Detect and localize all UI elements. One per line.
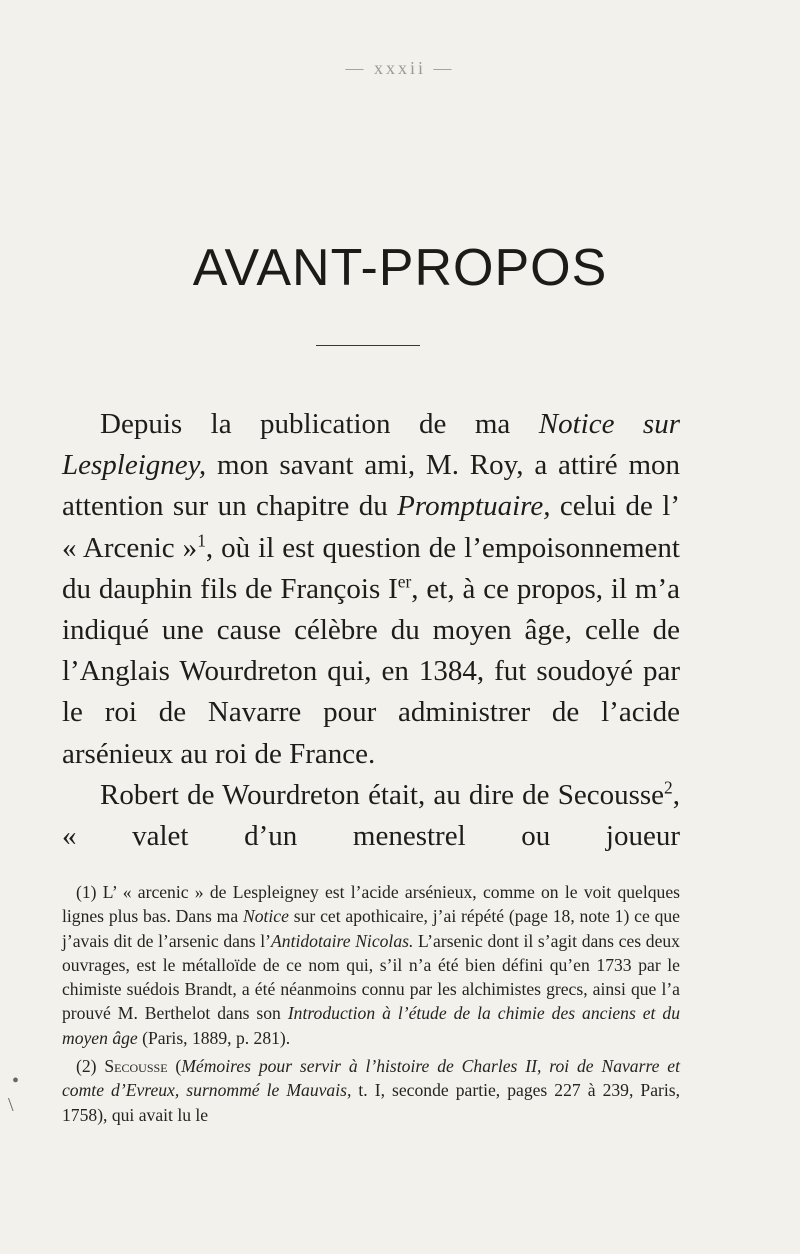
footnote-segment: Secousse xyxy=(104,1056,168,1077)
page-title: AVANT-PROPOS xyxy=(192,239,608,297)
footnote-segment: sur cet apothicaire, j’ai répété (page 18, note 1) ce que j’avais dit de l’arsenic dans l’ xyxy=(62,906,680,951)
footnote-segment: t. I, seconde partie, pages 227 à 239, Paris, 1758), qui avait lu le xyxy=(62,1080,680,1125)
footnote-segment: Antidotaire Nicolas. xyxy=(271,930,414,951)
title-rule xyxy=(316,345,420,346)
paragraph-1 xyxy=(62,404,680,775)
footnote-1 xyxy=(62,880,680,1050)
paragraph-segment: Promptuaire, xyxy=(397,490,551,523)
footnote-segment: (1) L’ « arcenic » de Lespleigney est l’acide arsénieux, comme on le voit quelques lignes plus bas. Dans ma xyxy=(62,882,680,927)
margin-mark: \ xyxy=(8,1094,14,1116)
footnote-segment: (Paris, 1889, p. 281). xyxy=(137,1027,291,1048)
paragraph-segment: 2 xyxy=(664,777,673,798)
paragraph-segment: mon savant ami, M. Roy, a attiré mon attention sur un chapitre du xyxy=(62,449,680,523)
paragraph-segment: , « valet d’un menestrel ou joueur xyxy=(62,778,680,853)
paragraph-segment: Robert de Wourdreton était, au dire de Secousse xyxy=(100,778,665,811)
margin-mark: • xyxy=(12,1070,20,1092)
footnotes xyxy=(62,880,680,1131)
footnote-segment: Introduction à l’étude de la chimie des anciens et du moyen âge xyxy=(62,1003,680,1048)
paragraph-segment: er xyxy=(397,571,412,592)
paragraph-segment: , et, à ce propos, il m’a indiqué une cause célèbre du moyen âge, celle de l’Anglais Wourdreton qui, en 1384, fut soudoyé par le roi de Navarre pour administrer de l’acide arsénieux au roi de France. xyxy=(62,572,681,770)
paragraph-segment: Depuis la publication de ma xyxy=(100,408,539,440)
footnote-segment: Notice xyxy=(242,906,289,927)
footnote-segment: L’arsenic dont il s’agit dans ces deux ouvrages, est le métalloïde de ce nom qui, s’il n’a été bien défini qu’en 1733 par le chimiste suédois Brandt, a été néanmoins connu par les alchimistes grecs, ainsi que l’a prouvé M. Berthelot dans son xyxy=(62,930,680,1024)
paragraph-segment: 1 xyxy=(197,529,206,550)
paragraph-2 xyxy=(62,775,680,857)
footnote-2 xyxy=(62,1054,680,1127)
paragraph-segment: , où il est question de l’empoisonnement du dauphin fils de François I xyxy=(62,531,680,605)
main-text xyxy=(62,404,680,857)
footnote-segment: (2) xyxy=(76,1056,105,1077)
paragraph-segment: celui de l’ « Arcenic » xyxy=(62,490,680,564)
running-head: — xxxii — xyxy=(345,58,455,78)
paragraph-segment: Notice sur Lespleigney, xyxy=(62,408,680,482)
footnote-segment: Mémoires pour servir à l’histoire de Charles II, roi de Navarre et comte d’Evreux, surnommé le Mauvais, xyxy=(62,1056,681,1101)
footnote-segment: ( xyxy=(167,1056,182,1077)
